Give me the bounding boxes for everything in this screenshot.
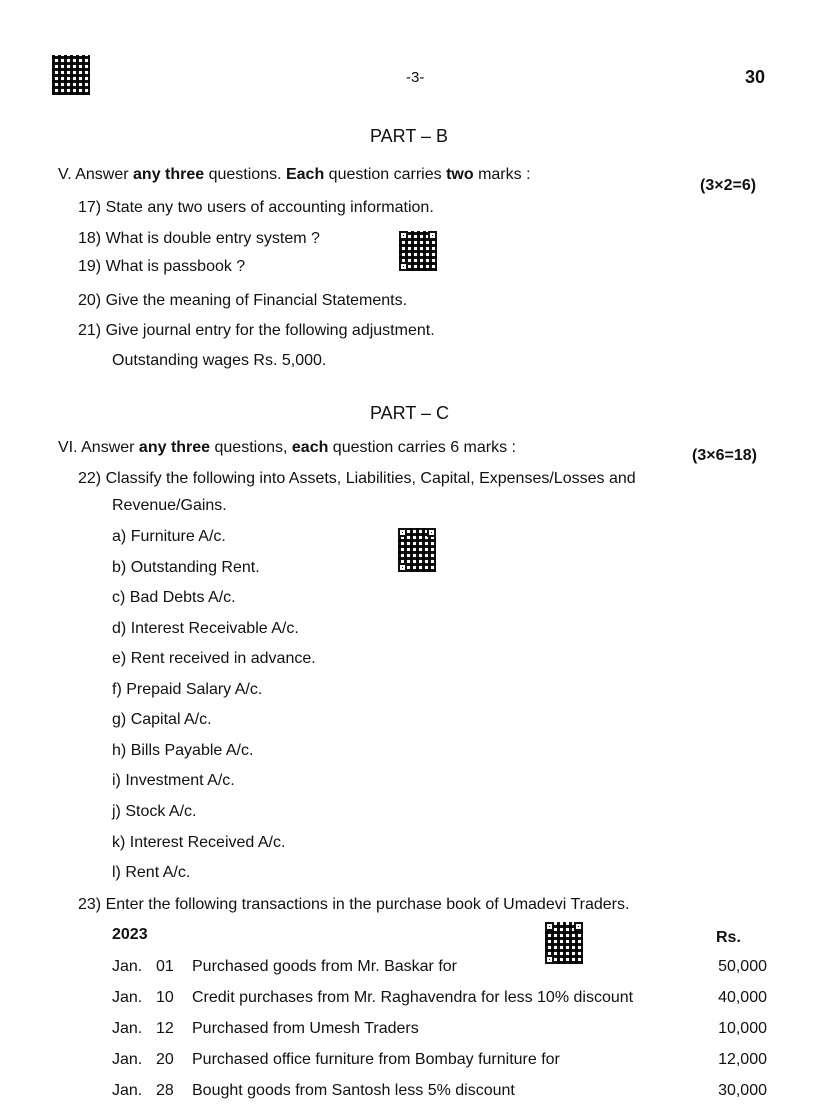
- table-row: [112, 957, 767, 977]
- part-b-instruction: [58, 165, 531, 185]
- row-month: Jan.: [112, 1051, 143, 1068]
- instruction-text: VI. Answer: [58, 439, 139, 456]
- list-item: [112, 619, 299, 639]
- row-description: Purchased from Umesh Traders: [192, 1020, 419, 1037]
- item-text: Stock A/c.: [125, 803, 197, 820]
- table-year: 2023: [112, 926, 148, 943]
- question-number: 23): [78, 896, 102, 913]
- question-text: Enter the following transactions in the purchase book of Umadevi Traders.: [105, 896, 630, 913]
- item-text: Prepaid Salary A/c.: [126, 681, 263, 698]
- question-20: [78, 291, 407, 311]
- instruction-bold: any three: [138, 439, 211, 456]
- page-number: -3-: [406, 69, 425, 86]
- part-c-instruction: [58, 438, 516, 458]
- item-label: f): [112, 681, 122, 698]
- instruction-bold: two: [446, 166, 474, 183]
- instruction-text: V. Answer: [58, 166, 134, 183]
- list-item: [112, 741, 253, 761]
- row-month: Jan.: [112, 1082, 143, 1099]
- question-17: [78, 198, 434, 218]
- question-number: 22): [78, 470, 102, 487]
- item-text: Interest Receivable A/c.: [130, 620, 299, 637]
- question-21-line2: Outstanding wages Rs. 5,000.: [112, 352, 327, 369]
- item-label: a): [112, 528, 127, 545]
- row-description: Credit purchases from Mr. Raghavendra for less 10% discount: [192, 989, 634, 1006]
- row-amount: 50,000: [718, 958, 767, 975]
- item-label: h): [112, 742, 127, 759]
- paper-code: 30: [745, 67, 766, 87]
- row-month: Jan.: [112, 989, 143, 1006]
- item-label: i): [112, 772, 121, 789]
- table-currency: Rs.: [716, 929, 741, 946]
- item-text: Rent received in advance.: [130, 650, 316, 667]
- item-label: b): [112, 559, 127, 576]
- table-row: [112, 1050, 767, 1070]
- item-label: l): [112, 864, 121, 881]
- list-item: [112, 802, 196, 822]
- row-month: Jan.: [112, 958, 143, 975]
- instruction-bold: any three: [133, 166, 205, 183]
- row-amount: 30,000: [718, 1082, 767, 1099]
- list-item: [112, 680, 262, 700]
- item-text: Furniture A/c.: [130, 528, 226, 545]
- instruction-bold: each: [291, 439, 329, 456]
- part-b-title: PART – B: [370, 126, 449, 146]
- question-number: 19): [78, 258, 102, 275]
- list-item: [112, 558, 260, 578]
- row-amount: 12,000: [718, 1051, 767, 1068]
- question-text: What is double entry system ?: [105, 230, 320, 247]
- qr-code-icon: [399, 231, 437, 271]
- item-text: Bad Debts A/c.: [129, 589, 236, 606]
- question-number: 18): [78, 230, 102, 247]
- list-item: [112, 649, 316, 669]
- item-text: Rent A/c.: [125, 864, 191, 881]
- item-text: Investment A/c.: [125, 772, 235, 789]
- list-item: [112, 710, 212, 730]
- item-text: Bills Payable A/c.: [130, 742, 254, 759]
- question-text: State any two users of accounting information.: [105, 199, 434, 216]
- row-day: 20: [156, 1051, 174, 1068]
- question-19: [78, 257, 245, 277]
- question-text: What is passbook ?: [105, 258, 246, 275]
- item-label: k): [112, 834, 126, 851]
- list-item: [112, 527, 226, 547]
- item-text: Interest Received A/c.: [129, 834, 286, 851]
- instruction-text: question carries: [324, 166, 447, 183]
- row-description: Purchased goods from Mr. Baskar for: [192, 958, 457, 975]
- row-day: 28: [156, 1082, 174, 1099]
- list-item: [112, 833, 285, 853]
- question-23: [78, 895, 629, 915]
- datamatrix-code-icon: [52, 55, 90, 95]
- item-label: d): [112, 620, 127, 637]
- item-label: g): [112, 711, 127, 728]
- question-text: Give journal entry for the following adjustment.: [105, 322, 435, 339]
- instruction-text: questions.: [204, 166, 286, 183]
- item-text: Capital A/c.: [130, 711, 212, 728]
- instruction-text: question carries 6 marks :: [328, 439, 516, 456]
- list-item: [112, 588, 236, 608]
- row-amount: 40,000: [718, 989, 767, 1006]
- row-day: 01: [156, 958, 174, 975]
- row-day: 12: [156, 1020, 174, 1037]
- item-label: e): [112, 650, 127, 667]
- instruction-text: questions,: [210, 439, 292, 456]
- item-label: c): [112, 589, 126, 606]
- question-21: [78, 321, 435, 341]
- part-c-title: PART – C: [370, 403, 450, 423]
- question-number: 17): [78, 199, 102, 216]
- item-label: j): [112, 803, 121, 820]
- row-day: 10: [156, 989, 174, 1006]
- item-text: Outstanding Rent.: [130, 559, 260, 576]
- question-text: Give the meaning of Financial Statements.: [105, 292, 408, 309]
- question-text: Classify the following into Assets, Liabilities, Capital, Expenses/Losses and: [105, 470, 636, 487]
- question-22: [78, 469, 636, 489]
- list-item: [112, 863, 190, 883]
- part-c-marks: (3×6=18): [692, 447, 757, 464]
- row-month: Jan.: [112, 1020, 143, 1037]
- instruction-bold: Each: [285, 166, 325, 183]
- row-description: Purchased office furniture from Bombay furniture for: [192, 1051, 560, 1068]
- table-row: [112, 1019, 767, 1039]
- question-22-line2: Revenue/Gains.: [112, 497, 227, 514]
- question-number: 20): [78, 292, 102, 309]
- question-18: [78, 229, 320, 249]
- part-b-marks: (3×2=6): [700, 177, 757, 194]
- list-item: [112, 771, 235, 791]
- table-row: [112, 1081, 767, 1101]
- row-description: Bought goods from Santosh less 5% discount: [192, 1082, 515, 1099]
- question-number: 21): [78, 322, 102, 339]
- table-row: [112, 988, 767, 1008]
- instruction-text: marks :: [473, 166, 531, 183]
- qr-code-icon: [398, 528, 436, 572]
- row-amount: 10,000: [718, 1020, 767, 1037]
